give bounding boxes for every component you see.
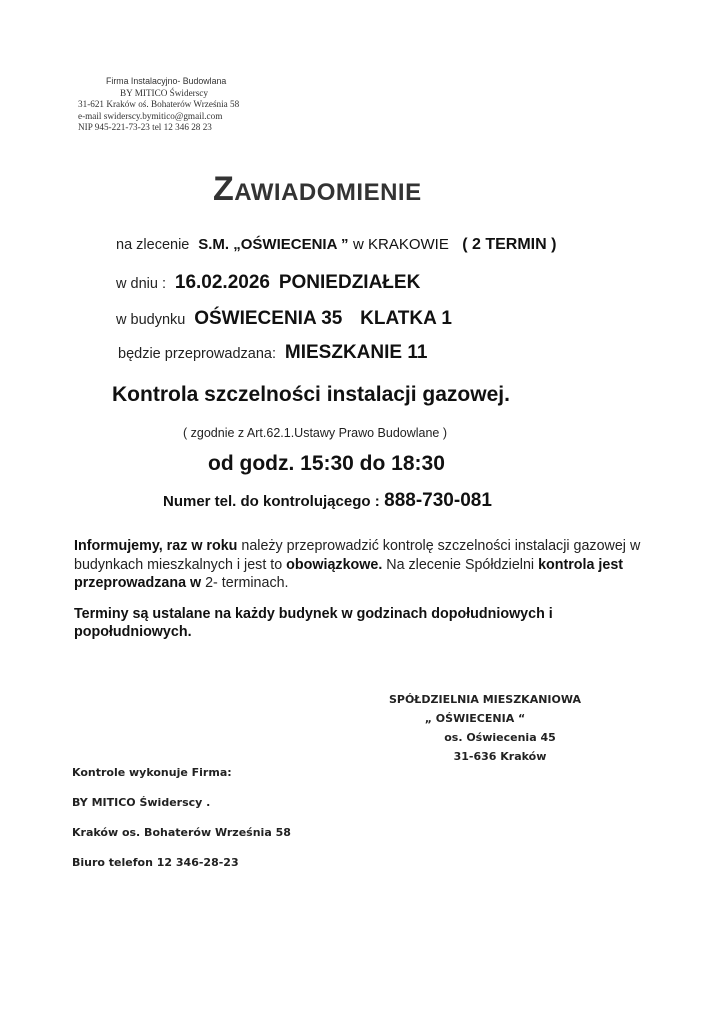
date-day: PONIEDZIAŁEK xyxy=(278,272,421,293)
legal-note: ( zgodnie z Art.62.1.Ustawy Prawo Budowlane ) xyxy=(183,426,448,440)
date-value: 16.02.2026 xyxy=(174,272,270,293)
building-line xyxy=(116,308,452,330)
order-prefix: na zlecenie xyxy=(116,237,190,253)
page-title: Zawiadomienie xyxy=(213,170,422,208)
main-heading: Kontrola szczelności instalacji gazowej. xyxy=(112,383,510,406)
building-name: OŚWIECENIA 35 xyxy=(194,308,343,329)
info-bold-3: kontrola jest przeprowadzana w xyxy=(74,556,624,591)
phone-line xyxy=(163,490,492,512)
contractor-phone: Biuro telefon 12 346-28-23 xyxy=(72,856,239,869)
info-text-2: Na zlecenie Spółdzielni xyxy=(382,556,539,573)
date-prefix: w dniu : xyxy=(116,276,166,292)
letterhead-company-name: BY MITICO Świderscy xyxy=(120,87,208,98)
cooperative-city: 31-636 Kraków xyxy=(453,750,547,763)
building-prefix: w budynku xyxy=(116,312,186,328)
cooperative-name: SPÓŁDZIELNIA MIESZKANIOWA xyxy=(388,693,582,706)
info-text-3: 2- terminach. xyxy=(201,575,289,591)
date-line xyxy=(116,272,420,294)
letterhead-nip-phone: NIP 945-221-73-23 tel 12 346 28 23 xyxy=(78,122,212,133)
contractor-block xyxy=(72,766,291,886)
info-paragraph-2 xyxy=(74,605,654,642)
phone-number: 888-730-081 xyxy=(384,490,492,511)
contractor-address: Kraków os. Bohaterów Września 58 xyxy=(72,826,291,839)
letterhead xyxy=(78,76,288,134)
location-prefix: będzie przeprowadzana: xyxy=(118,346,276,362)
location-line xyxy=(118,342,427,364)
order-city: w KRAKOWIE xyxy=(353,236,449,253)
contractor-name: BY MITICO Świderscy . xyxy=(72,796,211,809)
letterhead-address: 31-621 Kraków oś. Bohaterów Września 58 xyxy=(78,99,240,110)
order-sm-name: S.M. „OŚWIECENIA ” xyxy=(198,236,349,253)
info-text-1: należy przeprowadzić kontrolę szczelności instalacji gazowej w budynkach mieszkalnych i jest to xyxy=(74,538,641,573)
contractor-intro: Kontrole wykonuje Firma: xyxy=(72,766,232,779)
info-bold-2: obowiązkowe. xyxy=(286,556,383,573)
hours: od godz. 15:30 do 18:30 xyxy=(208,452,445,475)
phone-label: Numer tel. do kontrolującego : xyxy=(163,493,380,510)
info-paragraph-1 xyxy=(74,537,654,593)
order-line xyxy=(116,236,556,254)
cooperative-stamp xyxy=(385,690,585,766)
info-bold-1: Informujemy, raz w roku xyxy=(74,538,238,554)
order-term: ( 2 TERMIN ) xyxy=(462,236,557,253)
info-block xyxy=(74,537,654,642)
location-value: MIESZKANIE 11 xyxy=(284,342,428,363)
letterhead-company-type: Firma Instalacyjno- Budowlana xyxy=(106,76,227,86)
info-p2-text: Terminy są ustalane na każdy budynek w godzinach dopołudniowych i popołudniowych. xyxy=(74,605,553,640)
cooperative-estate: „ OŚWIECENIA “ xyxy=(424,712,526,725)
building-staircase: KLATKA 1 xyxy=(360,308,452,329)
letterhead-email: e-mail swiderscy.bymitico@gmail.com xyxy=(78,110,223,121)
cooperative-address: os. Oświecenia 45 xyxy=(444,731,556,744)
